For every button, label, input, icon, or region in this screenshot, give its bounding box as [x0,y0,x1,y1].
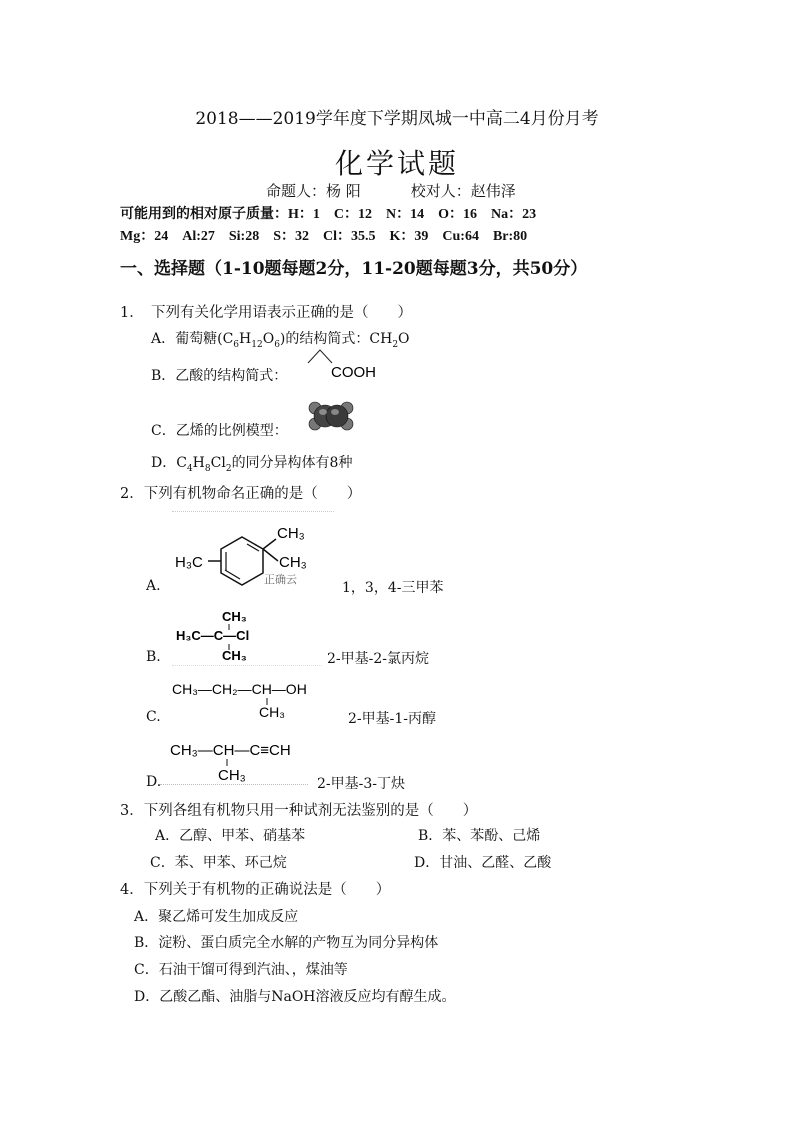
b-ch3-top: CH₃ [222,609,247,624]
question-1-option-c: C．乙烯的比例模型： [151,423,288,439]
chloro-methylpropane-structure [172,607,302,669]
exam-title: 2018——2019学年度下学期凤城一中高二4月份月考 [195,109,599,129]
h3c-label: H₃C [175,554,203,571]
question-1-option-d: D．$C_4H_8Cl_2$的同分异构体有8种 [151,455,353,474]
question-4-option-b: B．淀粉、蛋白质完全水解的产物互为同分异构体 [134,935,439,951]
methylpropanol-structure [170,678,330,722]
atomic-masses-label: 可能用到的相对原子质量： [120,207,288,222]
question-3-option-c: C．苯、甲苯、环己烷 [150,855,287,871]
c-main-chain: CH₃—CH₂—CH—OH [172,681,307,697]
ch3-top-label: CH₃ [277,525,305,542]
question-2-option-a-letter: A. [146,578,161,594]
atomic-masses-values-1: H：1 C：12 N：14 O：16 Na：23 [288,207,537,222]
subject-title: 化学试题 [334,147,459,180]
question-2-option-c-name: 2-甲基-1-丙醇 [348,711,437,727]
b-ch3-bottom: CH₃ [222,648,247,663]
ch3-right-label: CH₃ [279,554,307,571]
question-3-stem: 3．下列各组有机物只用一种试剂无法鉴别的是（ ） [120,803,478,819]
acetic-acid-structure [300,344,400,384]
question-2-option-c-letter: C. [146,709,161,725]
divider [160,784,308,785]
d-main-chain: CH₃—CH—C≡CH [170,742,291,759]
question-3-option-b: B．苯、苯酚、己烯 [418,828,541,844]
question-2-option-d-letter: D. [146,774,162,790]
question-2-option-b-letter: B. [146,649,161,665]
author-line [266,180,516,201]
atomic-masses-line-1 [120,203,536,223]
ethylene-space-filling-model [305,398,357,434]
watermark-text: 正确云 [264,574,297,586]
question-1-option-a: A．葡萄糖$(C_6H_{12}O_6)$的结构简式：$CH_2O$ [151,331,410,350]
d-branch: CH₃ [218,767,246,784]
methylbutyne-structure [168,738,328,784]
question-4-option-d: D．乙酸乙酯、油脂与NaOH溶液反应均有醇生成。 [134,989,456,1005]
question-4-option-a: A．聚乙烯可发生加成反应 [134,909,299,925]
question-3-option-a: A．乙醇、甲苯、硝基苯 [155,828,306,844]
trimethylbenzene-structure [170,515,330,595]
question-2-option-a-name: 1，3，4-三甲苯 [342,580,444,596]
c-branch: CH₃ [259,704,285,720]
question-4-stem: 4．下列关于有机物的正确说法是（ ） [120,882,391,898]
question-4-option-c: C．石油干馏可得到汽油、，煤油等 [134,962,348,978]
divider [172,511,334,512]
question-3-option-d: D．甘油、乙醛、乙酸 [414,855,552,871]
question-2-stem: 2．下列有机物命名正确的是（ ） [120,486,362,502]
divider [172,665,322,666]
question-1-stem: 1． 下列有关化学用语表示正确的是（ ） [120,305,412,321]
question-2-option-b-name: 2-甲基-2-氯丙烷 [327,651,430,667]
acetic-acid-formula: COOH [331,364,376,381]
question-1-option-b: B．乙酸的结构简式： [151,368,288,384]
author-label: 命题人：杨 阳 [266,182,361,200]
section-title: 一、选择题（1-10题每题2分，11-20题每题3分，共50分） [120,259,588,279]
question-2-option-d-name: 2-甲基-3-丁炔 [317,776,406,792]
proofreader-label: 校对人：赵伟泽 [410,182,516,200]
atomic-masses-line-2: Mg：24 Al:27 Si:28 S：32 Cl：35.5 K：39 Cu:64 Br:80 [120,229,528,244]
b-main-chain: H₃C—C—Cl [176,628,250,643]
